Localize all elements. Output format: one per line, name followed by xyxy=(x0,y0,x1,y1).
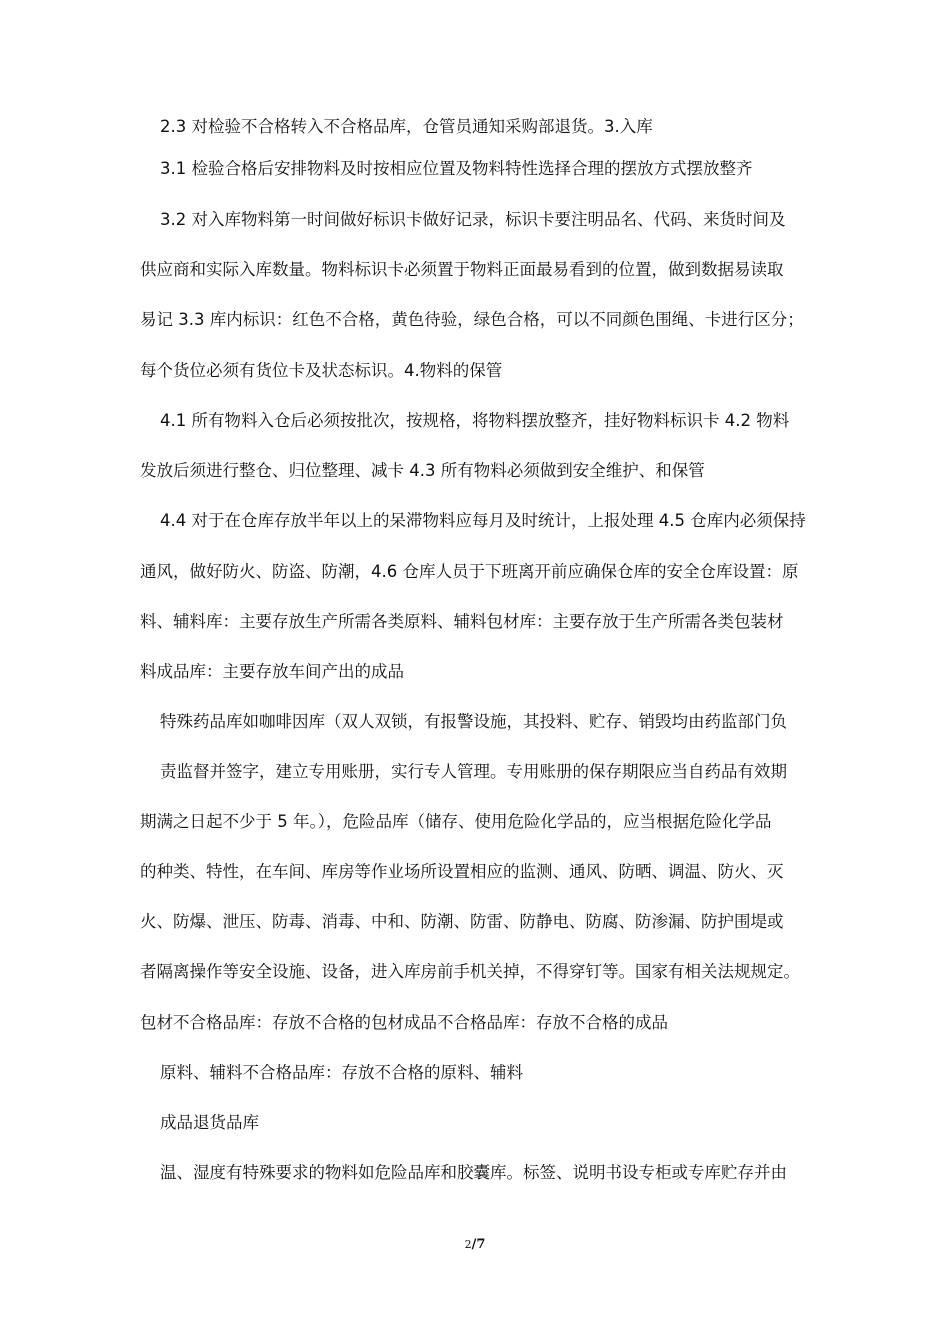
text-line: 者隔离操作等安全设施、设备，进入库房前手机关掉，不得穿钉等。国家有相关法规规定。 xyxy=(140,962,800,981)
text-line: 发放后须进行整仓、归位整理、减卡 4.3 所有物料必须做到安全维护、和保管 xyxy=(140,461,705,480)
text-line: 期满之日起不少于 5 年。），危险品库（储存、使用危险化学品的，应当根据危险化学品 xyxy=(140,812,772,831)
text-line: 2.3 对检验不合格转入不合格品库，仓管员通知采购部退货。3.入库 xyxy=(160,117,653,136)
text-line: 包材不合格品库：存放不合格的包材成品不合格品库：存放不合格的成品 xyxy=(140,1013,668,1032)
text-line: 温、湿度有特殊要求的物料如危险品库和胶囊库。标签、说明书设专柜或专库贮存并由 xyxy=(160,1163,787,1182)
text-line: 料成品库：主要存放车间产出的成品 xyxy=(140,662,404,681)
text-line: 3.2 对入库物料第一时间做好标识卡做好记录，标识卡要注明品名、代码、来货时间及 xyxy=(160,210,786,229)
text-line: 3.1 检验合格后安排物料及时按相应位置及物料特性选择合理的摆放方式摆放整齐 xyxy=(160,159,753,178)
text-line: 原料、辅料不合格品库：存放不合格的原料、辅料 xyxy=(160,1063,523,1082)
text-line: 的种类、特性，在车间、库房等作业场所设置相应的监测、通风、防晒、调温、防火、灭 xyxy=(140,862,784,881)
text-line: 易记 3.3 库内标识：红色不合格，黄色待验，绿色合格，可以不同颜色围绳、卡进行区分； xyxy=(140,310,804,329)
text-line: 特殊药品库如咖啡因库（双人双锁，有报警设施，其投料、贮存、销毁均由药监部门负 xyxy=(160,712,787,731)
text-line: 每个货位必须有货位卡及状态标识。4.物料的保管 xyxy=(140,361,503,380)
text-line: 供应商和实际入库数量。物料标识卡必须置于物料正面最易看到的位置，做到数据易读取 xyxy=(140,260,784,279)
text-line: 4.4 对于在仓库存放半年以上的呆滞物料应每月及时统计，上报处理 4.5 仓库内必须保持 xyxy=(160,511,806,530)
current-page-number: 2 xyxy=(464,1238,472,1251)
text-line: 料、辅料库：主要存放生产所需各类原料、辅料包材库：主要存放于生产所需各类包装材 xyxy=(140,612,784,631)
text-line: 通风，做好防火、防盗、防潮，4.6 仓库人员于下班离开前应确保仓库的安全仓库设置：原 xyxy=(140,562,799,581)
text-line: 成品退货品库 xyxy=(160,1113,259,1132)
text-line: 4.1 所有物料入仓后必须按批次，按规格，将物料摆放整齐，挂好物料标识卡 4.2 物料 xyxy=(160,411,790,430)
text-line: 火、防爆、泄压、防毒、消毒、中和、防潮、防雷、防静电、防腐、防渗漏、防护围堤或 xyxy=(140,912,784,931)
page-number xyxy=(0,1236,950,1253)
text-line: 责监督并签字，建立专用账册，实行专人管理。专用账册的保存期限应当自药品有效期 xyxy=(160,762,787,781)
total-pages: /7 xyxy=(471,1237,486,1252)
